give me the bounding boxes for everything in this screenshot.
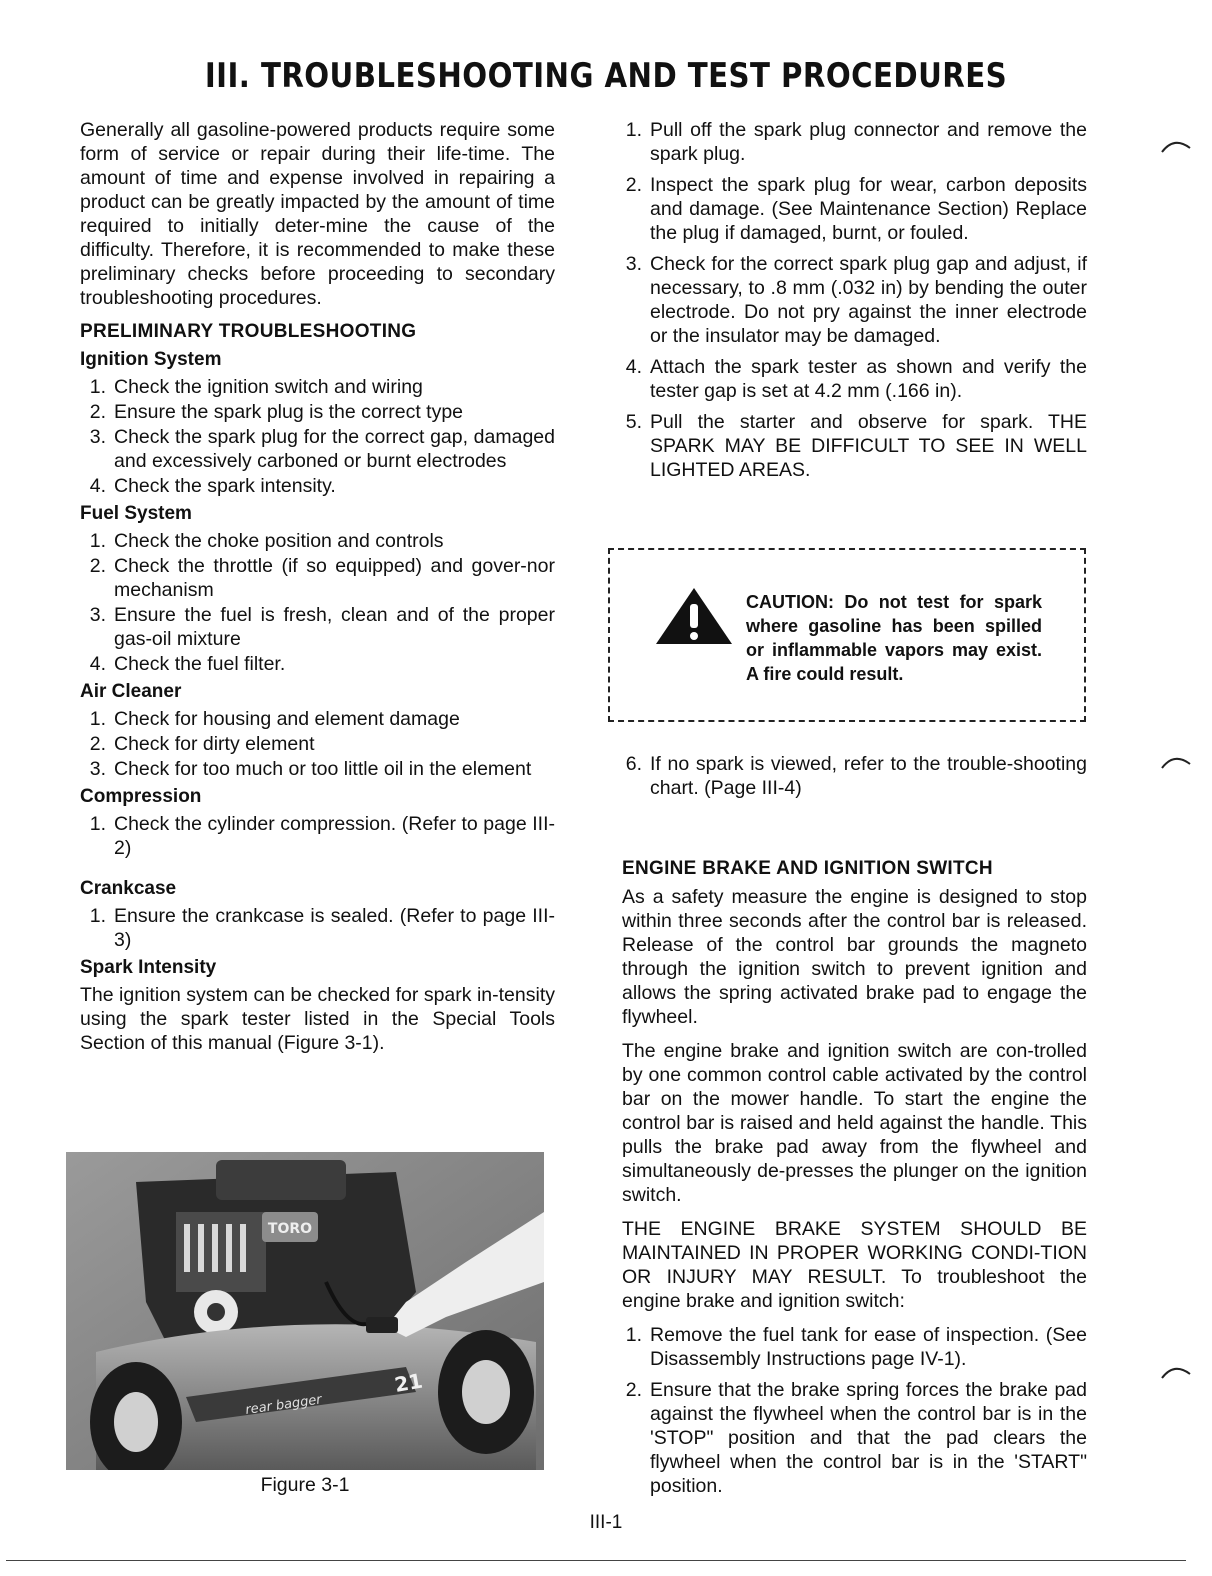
list-item bbox=[80, 707, 555, 731]
list-number: 2. bbox=[625, 174, 642, 196]
list-number: 2. bbox=[89, 733, 106, 755]
preliminary-heading: PRELIMINARY TROUBLESHOOTING bbox=[80, 321, 417, 342]
crankcase-heading: Crankcase bbox=[80, 878, 177, 899]
list-number: 4. bbox=[625, 356, 642, 378]
brake-heading: ENGINE BRAKE AND IGNITION SWITCH bbox=[622, 858, 993, 879]
list-text: Attach the spark tester as shown and verify the tester gap is set at 4.2 mm (.166 in). bbox=[650, 356, 1087, 402]
list-item bbox=[622, 1323, 1087, 1371]
list-number: 3. bbox=[89, 758, 106, 780]
list-number: 1. bbox=[89, 708, 106, 730]
caution-box bbox=[608, 548, 1086, 722]
list-number: 3. bbox=[89, 604, 106, 626]
list-text: If no spark is viewed, refer to the trouble-shooting chart. (Page III-4) bbox=[650, 753, 1087, 799]
list-item bbox=[80, 732, 555, 756]
list-text: Check for housing and element damage bbox=[114, 708, 460, 730]
brake-paragraph-2: The engine brake and ignition switch are con-trolled by one common control cable activated by the control bar on the mower handle. To start the engine the control bar is raised and held against the handle. This pulls the brake pad away from the flywheel and simultaneously de-presses the plunger on the ignition switch. bbox=[622, 1040, 1087, 1206]
list-text: Pull off the spark plug connector and remove the spark plug. bbox=[650, 119, 1087, 165]
list-item bbox=[80, 757, 555, 781]
list-number: 1. bbox=[89, 376, 106, 398]
list-text: Ensure the spark plug is the correct type bbox=[114, 401, 464, 423]
list-number: 3. bbox=[89, 426, 106, 448]
list-item bbox=[80, 400, 555, 424]
brand-label: TORO bbox=[267, 1221, 313, 1237]
fuel-cap-area bbox=[216, 1160, 346, 1200]
air-cleaner-list bbox=[80, 707, 555, 781]
right-column bbox=[622, 118, 1087, 489]
list-number: 2. bbox=[89, 401, 106, 423]
size-badge: 21 bbox=[392, 1368, 425, 1397]
list-text: Check for dirty element bbox=[114, 733, 315, 755]
list-text: Remove the fuel tank for ease of inspection. (See Disassembly Instructions page IV-1). bbox=[650, 1324, 1087, 1370]
compression-heading: Compression bbox=[80, 786, 202, 807]
list-text: Check the spark intensity. bbox=[114, 475, 336, 497]
brake-paragraph-3: THE ENGINE BRAKE SYSTEM SHOULD BE MAINTAINED IN PROPER WORKING CONDI-TION OR INJURY MAY RESULT. To troubleshoot the engine brake and ignition switch: bbox=[622, 1218, 1087, 1312]
spark-intensity-heading: Spark Intensity bbox=[80, 957, 217, 978]
spark-intensity-paragraph: The ignition system can be checked for spark in-tensity using the spark tester listed in the Special Tools Section of this manual (Figure 3-1). bbox=[80, 984, 555, 1054]
brake-steps bbox=[622, 1323, 1087, 1498]
mower-illustration bbox=[66, 1152, 544, 1470]
air-cleaner-heading: Air Cleaner bbox=[80, 681, 182, 702]
list-text: Ensure the fuel is fresh, clean and of the proper gas-oil mixture bbox=[114, 604, 555, 650]
list-number: 3. bbox=[625, 253, 642, 275]
list-text: Ensure the crankcase is sealed. (Refer to page III-3) bbox=[114, 905, 555, 951]
list-text: Check the ignition switch and wiring bbox=[114, 376, 423, 398]
deck-label: rear bagger bbox=[244, 1392, 323, 1418]
list-item bbox=[622, 355, 1087, 403]
margin-hole-mark bbox=[1160, 136, 1196, 156]
list-text: Inspect the spark plug for wear, carbon deposits and damage. (See Maintenance Section) Replace the plug if damaged, burnt, or fouled. bbox=[650, 174, 1087, 244]
warning-triangle-icon bbox=[654, 586, 734, 646]
list-text: Check the cylinder compression. (Refer to page III-2) bbox=[114, 813, 555, 859]
list-number: 1. bbox=[625, 119, 642, 141]
list-item bbox=[622, 252, 1087, 348]
list-number: 5. bbox=[625, 411, 642, 433]
list-item bbox=[80, 425, 555, 473]
brake-paragraph-1: As a safety measure the engine is designed to stop within three seconds after the control bar is released. Release of the control bar grounds the magneto through the ignition switch to prevent ignition and allows the spring activated brake pad to engage the flywheel. bbox=[622, 886, 1087, 1028]
left-column bbox=[80, 118, 555, 1065]
intro-paragraph: Generally all gasoline-powered products require some form of service or repair during their life-time. The amount of time and expense involved in repairing a product can be greatly impacted by the amount of time required to initially deter-mine the cause of the difficulty. Therefore, it is recommended to make these preliminary checks before proceeding to secondary troubleshooting procedures. bbox=[80, 119, 555, 309]
list-item bbox=[622, 118, 1087, 166]
list-item bbox=[80, 603, 555, 651]
list-item bbox=[622, 752, 1087, 800]
list-number: 2. bbox=[89, 555, 106, 577]
compression-list bbox=[80, 812, 555, 860]
list-item bbox=[80, 652, 555, 676]
step-six-list bbox=[622, 752, 1087, 800]
list-item bbox=[622, 173, 1087, 245]
list-text: Check the throttle (if so equipped) and gover-nor mechanism bbox=[114, 555, 555, 601]
fuel-list bbox=[80, 529, 555, 676]
list-number: 1. bbox=[625, 1324, 642, 1346]
list-text: Check the spark plug for the correct gap, damaged and excessively carboned or burnt electrodes bbox=[114, 426, 555, 472]
list-item bbox=[80, 375, 555, 399]
list-text: Check for too much or too little oil in the element bbox=[114, 758, 532, 780]
list-number: 6. bbox=[625, 753, 642, 775]
list-number: 4. bbox=[89, 475, 106, 497]
list-text: Pull the starter and observe for spark. THE SPARK MAY BE DIFFICULT TO SEE IN WELL LIGHTED AREAS. bbox=[650, 411, 1087, 481]
list-item bbox=[80, 812, 555, 860]
spark-test-steps bbox=[622, 118, 1087, 482]
crankcase-list bbox=[80, 904, 555, 952]
list-number: 1. bbox=[89, 905, 106, 927]
page-number: III-1 bbox=[589, 1512, 623, 1533]
list-item bbox=[80, 474, 555, 498]
fuel-heading: Fuel System bbox=[80, 503, 192, 524]
list-item bbox=[80, 904, 555, 952]
ignition-list bbox=[80, 375, 555, 498]
list-item bbox=[80, 529, 555, 553]
spark-tester bbox=[366, 1317, 398, 1333]
list-item bbox=[622, 410, 1087, 482]
right-column-lower bbox=[622, 752, 1087, 1505]
list-number: 1. bbox=[89, 813, 106, 835]
list-text: Ensure that the brake spring forces the brake pad against the flywheel when the control bar is in the 'STOP" position and that the pad clears the flywheel when the control bar is in the 'START" position. bbox=[650, 1379, 1087, 1497]
list-number: 1. bbox=[89, 530, 106, 552]
caution-text: CAUTION: Do not test for spark where gasoline has been spilled or inflammable vapors may exist. A fire could result. bbox=[746, 592, 1042, 684]
list-text: Check the fuel filter. bbox=[114, 653, 286, 675]
mower-photo bbox=[66, 1152, 544, 1470]
figure-caption: Figure 3-1 bbox=[260, 1474, 350, 1496]
list-number: 2. bbox=[625, 1379, 642, 1401]
list-item bbox=[622, 1378, 1087, 1498]
list-text: Check the choke position and controls bbox=[114, 530, 444, 552]
margin-hole-mark bbox=[1160, 1362, 1196, 1382]
margin-hole-mark bbox=[1160, 752, 1196, 772]
list-item bbox=[80, 554, 555, 602]
list-text: Check for the correct spark plug gap and adjust, if necessary, to .8 mm (.032 in) by bending the outer electrode. Do not pry against the inner electrode or the insulator may be damaged. bbox=[650, 253, 1087, 347]
list-number: 4. bbox=[89, 653, 106, 675]
bottom-rule bbox=[6, 1560, 1186, 1561]
ignition-heading: Ignition System bbox=[80, 349, 222, 370]
page-title: III. TROUBLESHOOTING AND TEST PROCEDURES bbox=[204, 56, 1008, 96]
